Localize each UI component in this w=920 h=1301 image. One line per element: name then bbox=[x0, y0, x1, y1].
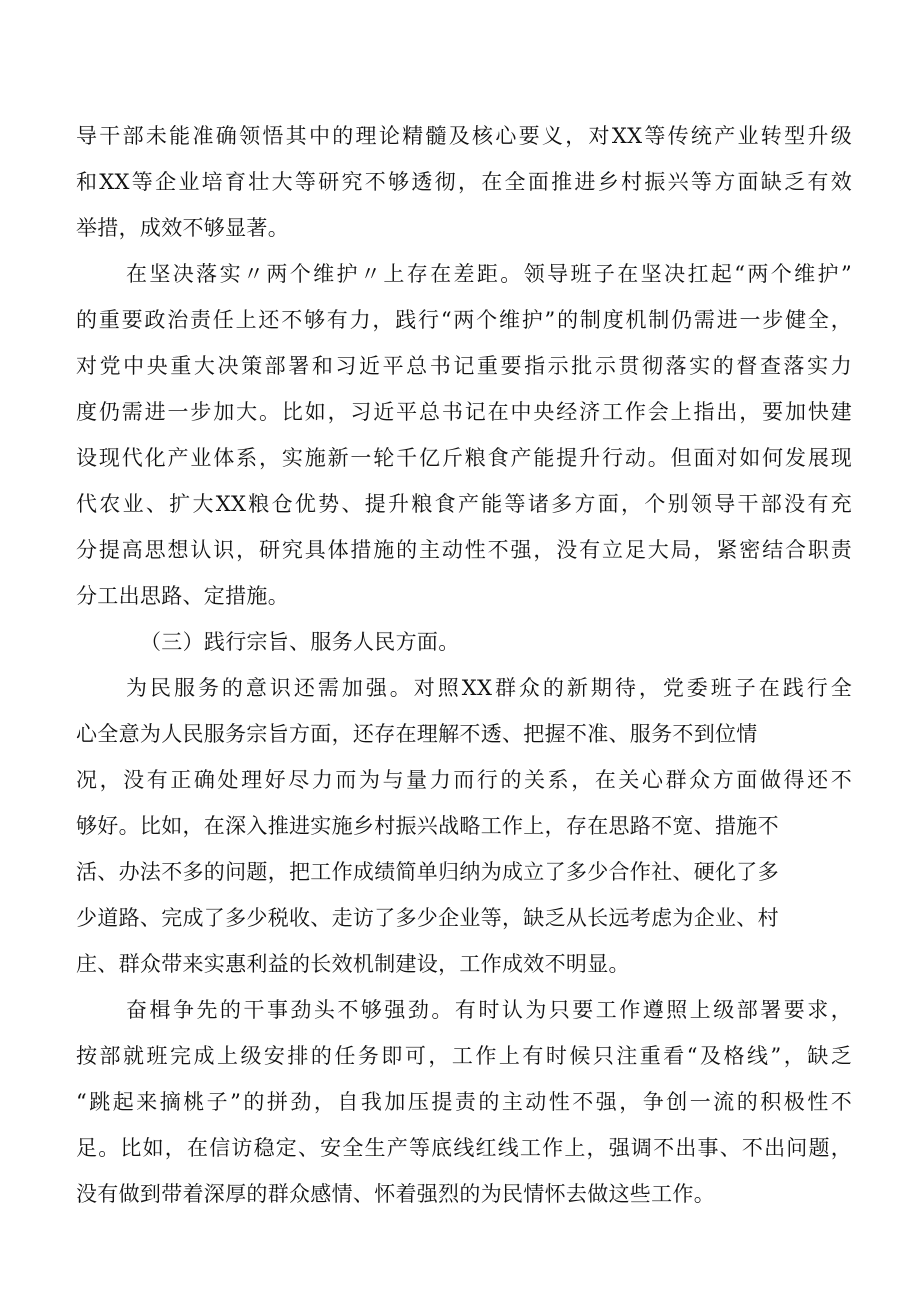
text-line: 况，没有正确处理好尽力而为与量力而行的关系，在关心群众方面做得还不 bbox=[76, 768, 852, 792]
text-line: 按部就班完成上级安排的任务即可，工作上有时候只注重看“及格线”，缺乏 bbox=[76, 1044, 852, 1068]
text-line: “跳起来摘桃子”的拼劲，自我加压提责的主动性不强，争创一流的积极性不 bbox=[76, 1090, 852, 1114]
text-line: 的重要政治责任上还不够有力，践行“两个维护”的制度机制仍需进一步健全， bbox=[76, 308, 852, 332]
text-line: 和XX等企业培育壮大等研究不够透彻，在全面推进乡村振兴等方面缺乏有效 bbox=[76, 170, 852, 194]
text-line: 少道路、完成了多少税收、走访了多少企业等，缺乏从长远考虑为企业、村 bbox=[76, 906, 779, 930]
text-line: 设现代化产业体系，实施新一轮千亿斤粮食产能提升行动。但面对如何发展现 bbox=[76, 446, 852, 470]
text-line: 代农业、扩大XX粮仓优势、提升粮食产能等诸多方面，个别领导干部没有充 bbox=[76, 492, 852, 516]
text-line: 对党中央重大决策部署和习近平总书记重要指示批示贯彻落实的督查落实力 bbox=[76, 354, 852, 378]
text-line: 没有做到带着深厚的群众感情、怀着强烈的为民情怀去做这些工作。 bbox=[76, 1182, 715, 1206]
text-line: 够好。比如，在深入推进实施乡村振兴战略工作上，存在思路不宽、措施不 bbox=[76, 814, 779, 838]
paragraph-heading: 为民服务的意识还需加强。对照XX群众的新期待，党委班子在践行全 bbox=[126, 676, 852, 700]
paragraph-heading: 奋楫争先的干事劲头不够强劲。有时认为只要工作遵照上级部署要求， bbox=[126, 998, 852, 1022]
text-line: 导干部未能准确领悟其中的理论精髓及核心要义，对XX等传统产业转型升级 bbox=[76, 124, 852, 148]
text-line: 活、办法不多的问题，把工作成绩简单归纳为成立了多少合作社、硬化了多 bbox=[76, 860, 779, 884]
paragraph-heading: 在坚决落实〃两个维护〃上存在差距。领导班子在坚决扛起“两个维护” bbox=[126, 262, 852, 286]
text-line: 分提高思想认识，研究具体措施的主动性不强，没有立足大局，紧密结合职责 bbox=[76, 538, 852, 562]
text-line: 度仍需进一步加大。比如，习近平总书记在中央经济工作会上指出，要加快建 bbox=[76, 400, 852, 424]
section-heading: （三）践行宗旨、服务人民方面。 bbox=[140, 630, 460, 654]
text-line: 足。比如，在信访稳定、安全生产等底线红线工作上，强调不出事、不出问题， bbox=[76, 1136, 852, 1160]
text-line: 举措，成效不够显著。 bbox=[76, 216, 289, 240]
text-line: 心全意为人民服务宗旨方面，还存在理解不透、把握不准、服务不到位情 bbox=[76, 722, 758, 746]
text-line: 庄、群众带来实惠利益的长效机制建设，工作成效不明显。 bbox=[76, 952, 630, 976]
text-line: 分工出思路、定措施。 bbox=[76, 584, 289, 608]
